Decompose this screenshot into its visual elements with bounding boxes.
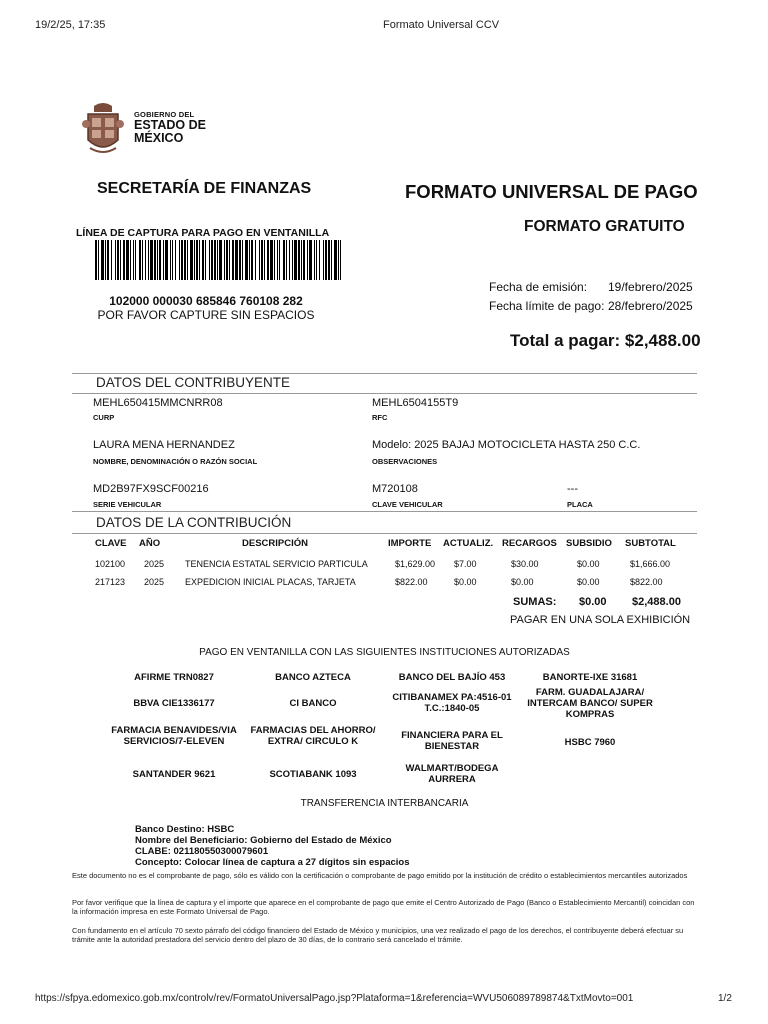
table-header-subtotal: SUBTOTAL: [625, 538, 676, 549]
curp-label: CURP: [93, 413, 115, 422]
barcode-bar: [159, 240, 161, 280]
transfer-heading: TRANSFERENCIA INTERBANCARIA: [300, 798, 469, 809]
cell-subtotal: $1,666.00: [630, 559, 671, 569]
barcode-bar: [142, 240, 143, 280]
barcode-bar: [179, 240, 180, 280]
cell-subsidio: $0.00: [577, 577, 600, 587]
clave-vehicular-value: M720108: [372, 483, 418, 495]
banks-heading: PAGO EN VENTANILLA CON LAS SIGUIENTES INSTITUCIONES AUTORIZADAS: [199, 647, 570, 658]
sumas-label: SUMAS:: [513, 596, 557, 608]
barcode-bar: [139, 240, 141, 280]
legal-note: Este documento no es el comprobante de pago, sólo es válido con la certificación o comprobante de pago emitido por la institución de crédito o establecimientos mercantiles autorizados: [72, 871, 688, 880]
barcode-bar: [251, 240, 253, 280]
emision-label: Fecha de emisión:: [489, 280, 588, 294]
barcode-bar: [338, 240, 339, 280]
barcode-bar: [274, 240, 275, 280]
barcode-bar: [331, 240, 332, 280]
section-divider: [72, 373, 697, 374]
barcode-bar: [175, 240, 176, 280]
barcode-bar: [307, 240, 308, 280]
legal-note: Por favor verifique que la línea de captura y el importe que aparece en el comprobante de pago que emite el Centro Autorizado de Pago (Banco o Establecimiento Mercantil) coincidan con la información impresa en este Formato Universal de Pago.: [72, 898, 695, 916]
barcode-bar: [194, 240, 195, 280]
table-header-clave: CLAVE: [95, 538, 127, 549]
barcode-bar: [255, 240, 256, 280]
barcode-bar: [316, 240, 317, 280]
barcode-bar: [301, 240, 302, 280]
table-row: [0, 559, 768, 571]
logo-text-line3: MÉXICO: [134, 131, 184, 145]
observaciones-value: Modelo: 2025 BAJAJ MOTOCICLETA HASTA 250 C.C.: [372, 439, 641, 451]
barcode-bar: [190, 240, 193, 280]
cell-recargos: $30.00: [511, 559, 539, 569]
barcode-bar: [286, 240, 287, 280]
table-header-anio: AÑO: [139, 538, 161, 549]
table-header-descripcion: DESCRIPCIÓN: [242, 538, 308, 549]
barcode-bar: [239, 240, 241, 280]
barcode-bar: [105, 240, 106, 280]
barcode-bar: [209, 240, 210, 280]
cell-actualiz: $0.00: [454, 577, 477, 587]
state-coat-of-arms-logo: [80, 100, 126, 156]
table-header-recargos: RECARGOS: [502, 538, 557, 549]
logo-text-line1: GOBIERNO DEL: [134, 110, 195, 119]
bank-item: FARMACIA BENAVIDES/VIA SERVICIOS/7-ELEVEN: [111, 725, 237, 747]
barcode-bar: [264, 240, 265, 280]
barcode-bar: [314, 240, 315, 280]
barcode-bar: [120, 240, 121, 280]
pagar-note: PAGAR EN UNA SOLA EXHIBICIÓN: [510, 614, 691, 626]
bank-item: BBVA CIE1336177: [133, 698, 215, 709]
barcode-bar: [196, 240, 198, 280]
barcode-bar: [294, 240, 297, 280]
bank-item: WALMART/BODEGA AURRERA: [405, 763, 499, 785]
nombre-value: LAURA MENA HERNANDEZ: [93, 439, 235, 451]
barcode-bar: [148, 240, 149, 280]
barcode-bar: [163, 240, 164, 280]
barcode-bar: [170, 240, 171, 280]
barcode-bar: [187, 240, 188, 280]
barcode-bar: [101, 240, 104, 280]
contribucion-section-title: DATOS DE LA CONTRIBUCIÓN: [96, 515, 292, 530]
barcode-bar: [157, 240, 158, 280]
barcode-bar: [235, 240, 238, 280]
barcode-bar: [279, 240, 280, 280]
rfc-value: MEHL6504155T9: [372, 397, 459, 409]
capture-line-title: LÍNEA DE CAPTURA PARA PAGO EN VENTANILLA: [76, 227, 330, 239]
barcode-bar: [249, 240, 250, 280]
barcode-bar: [298, 240, 300, 280]
barcode-bar: [229, 240, 230, 280]
clave-vehicular-label: CLAVE VEHICULAR: [372, 500, 443, 509]
barcode-bar: [107, 240, 109, 280]
limite-value: 28/febrero/2025: [608, 299, 693, 313]
barcode-bar: [172, 240, 173, 280]
barcode-bar: [242, 240, 243, 280]
barcode-bar: [303, 240, 305, 280]
table-header-subsidio: SUBSIDIO: [566, 538, 612, 549]
barcode-bar: [150, 240, 153, 280]
transfer-concepto: Concepto: Colocar línea de captura a 27 dígitos sin espacios: [135, 857, 410, 868]
cell-subsidio: $0.00: [577, 559, 600, 569]
cell-anio: 2025: [144, 577, 165, 587]
barcode-bar: [211, 240, 213, 280]
section-divider: [72, 533, 697, 534]
bank-item: CI BANCO: [289, 698, 337, 709]
cell-descripcion: TENENCIA ESTATAL SERVICIO PARTICULA: [185, 559, 368, 569]
barcode-bar: [334, 240, 337, 280]
barcode-bar: [259, 240, 260, 280]
sumas-total: $2,488.00: [632, 596, 681, 608]
cell-clave: 217123: [95, 577, 126, 587]
bank-item: SANTANDER 9621: [132, 769, 216, 780]
barcode-bar: [133, 240, 134, 280]
barcode-bar: [226, 240, 228, 280]
legal-note: Con fundamento en el artículo 70 sexto párrafo del código financiero del Estado de México y municipios, una vez realizado el pago de los derechos, el contribuyente deberá efectuar su trámite ante la autoridad prestadora del servicio dentro del plazo de 30 días, de lo contrario será cancelado el trámite.: [72, 926, 684, 944]
barcode-bar: [277, 240, 278, 280]
footer-page-number: 1/2: [718, 993, 732, 1004]
emision-value: 19/febrero/2025: [608, 280, 693, 294]
barcode-bar: [111, 240, 112, 280]
capture-instruction: POR FAVOR CAPTURE SIN ESPACIOS: [97, 308, 315, 322]
barcode-bar: [95, 240, 97, 280]
transfer-clabe: CLABE: 021180550300079601: [135, 846, 269, 857]
cell-importe: $1,629.00: [395, 559, 436, 569]
bank-item: FINANCIERA PARA EL BIENESTAR: [401, 730, 503, 752]
barcode-bar: [126, 240, 129, 280]
barcode-bar: [184, 240, 186, 280]
bank-item: BANORTE-IXE 31681: [542, 672, 638, 683]
barcode-bar: [165, 240, 168, 280]
bank-item: BANCO AZTECA: [275, 672, 351, 683]
bank-item: BANCO DEL BAJÍO 453: [398, 672, 506, 683]
barcode-bar: [224, 240, 225, 280]
table-header-importe: IMPORTE: [388, 538, 432, 549]
barcode-bar: [181, 240, 183, 280]
barcode-bar: [202, 240, 204, 280]
barcode-bar: [328, 240, 330, 280]
barcode-bar: [309, 240, 312, 280]
observaciones-label: OBSERVACIONES: [372, 457, 438, 466]
barcode-bar: [217, 240, 218, 280]
barcode-bar: [289, 240, 290, 280]
bank-item: AFIRME TRN0827: [134, 672, 214, 683]
format-subtitle: FORMATO GRATUITO: [524, 218, 685, 235]
bank-item: FARM. GUADALAJARA/ INTERCAM BANCO/ SUPER KOMPRAS: [527, 687, 653, 720]
table-header-actualiz: ACTUALIZ.: [443, 538, 494, 549]
barcode-bar: [115, 240, 116, 280]
section-divider: [72, 511, 697, 512]
bank-item: FARMACIAS DEL AHORRO/ EXTRA/ CIRCULO K: [250, 725, 376, 747]
barcode-bar: [135, 240, 136, 280]
print-datetime: 19/2/25, 17:35: [35, 19, 106, 31]
barcode-bar: [245, 240, 248, 280]
total-to-pay: Total a pagar: $2,488.00: [510, 331, 701, 350]
barcode-bar: [145, 240, 146, 280]
barcode-bar: [117, 240, 119, 280]
section-divider: [72, 393, 697, 394]
barcode-bar: [98, 240, 99, 280]
logo-text-line2: ESTADO DE: [134, 118, 206, 132]
sumas-subsidio: $0.00: [579, 596, 607, 608]
placa-label: PLACA: [567, 500, 593, 509]
barcode-bar: [325, 240, 327, 280]
nombre-label: NOMBRE, DENOMINACIÓN O RAZÓN SOCIAL: [93, 457, 258, 466]
print-page-title: Formato Universal CCV: [383, 19, 500, 31]
barcode-bar: [214, 240, 216, 280]
barcode: [95, 240, 341, 280]
curp-value: MEHL650415MMCNRR08: [93, 397, 223, 409]
cell-recargos: $0.00: [511, 577, 534, 587]
table-row: [0, 577, 768, 589]
cell-importe: $822.00: [395, 577, 428, 587]
barcode-bar: [270, 240, 273, 280]
placa-value: ---: [567, 483, 578, 495]
cell-subtotal: $822.00: [630, 577, 663, 587]
barcode-bar: [267, 240, 269, 280]
barcode-bar: [323, 240, 324, 280]
cell-actualiz: $7.00: [454, 559, 477, 569]
barcode-bar: [261, 240, 263, 280]
format-title: FORMATO UNIVERSAL DE PAGO: [405, 181, 698, 202]
limite-label: Fecha límite de pago:: [489, 299, 605, 313]
cell-clave: 102100: [95, 559, 126, 569]
bank-item: CITIBANAMEX PA:4516-01 T.C.:1840-05: [392, 692, 512, 714]
footer-url: https://sfpya.edomexico.gob.mx/controlv/rev/FormatoUniversalPago.jsp?Plataforma=1&referencia=WVU506089789874&TxtMovto=001: [35, 993, 634, 1004]
barcode-bar: [219, 240, 222, 280]
cell-anio: 2025: [144, 559, 165, 569]
barcode-bar: [154, 240, 156, 280]
serie-vehicular-label: SERIE VEHICULAR: [93, 500, 162, 509]
secretaria-title: SECRETARÍA DE FINANZAS: [97, 180, 312, 197]
capture-code: 102000 000030 685846 760108 282: [109, 294, 303, 308]
barcode-bar: [319, 240, 320, 280]
barcode-bar: [292, 240, 293, 280]
contribuyente-section-title: DATOS DEL CONTRIBUYENTE: [96, 375, 291, 390]
barcode-bar: [130, 240, 131, 280]
barcode-bar: [205, 240, 206, 280]
bank-item: SCOTIABANK 1093: [269, 769, 357, 780]
bank-item: HSBC 7960: [564, 737, 616, 748]
rfc-label: RFC: [372, 413, 388, 422]
transfer-beneficiario: Nombre del Beneficiario: Gobierno del Estado de México: [135, 835, 392, 846]
cell-descripcion: EXPEDICION INICIAL PLACAS, TARJETA: [185, 577, 356, 587]
barcode-bar: [232, 240, 234, 280]
barcode-bar: [123, 240, 125, 280]
serie-vehicular-value: MD2B97FX9SCF00216: [93, 483, 209, 495]
transfer-banco: Banco Destino: HSBC: [135, 824, 235, 835]
barcode-bar: [199, 240, 200, 280]
barcode-bar: [283, 240, 285, 280]
barcode-bar: [340, 240, 341, 280]
